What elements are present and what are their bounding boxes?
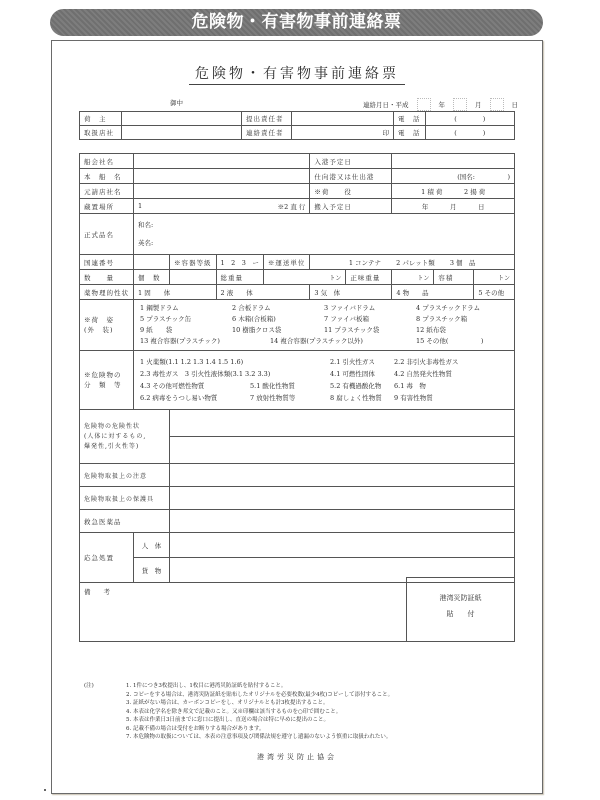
month-field[interactable] (453, 98, 467, 111)
form-sheet (51, 40, 543, 794)
count-label: 個 数 (134, 270, 170, 285)
packaging-option[interactable]: 3 ファイバドラム (324, 304, 376, 312)
packaging-option[interactable]: 5 プラスチック缶 (140, 315, 192, 323)
seal-mark: 印 (382, 129, 389, 137)
shipper-table (79, 111, 515, 140)
class-option[interactable]: 4.2 自然発火性物質 (394, 370, 452, 378)
state-article[interactable]: 4 物 品 (392, 285, 474, 300)
contact-label: 連絡責任者 (242, 126, 292, 140)
class-row (140, 380, 508, 392)
phone1-field[interactable]: ( ) (425, 112, 515, 126)
packaging-option[interactable]: 8 プラスチック箱 (416, 315, 468, 323)
year-field[interactable] (417, 98, 431, 111)
main-table (79, 153, 515, 642)
class-option[interactable]: 6.1 毒 物 (394, 382, 426, 390)
official-name-field[interactable] (134, 214, 515, 255)
gross-label: 総重量 (216, 270, 263, 285)
class-option[interactable]: 2.2 非引火非毒性ガス (394, 358, 459, 366)
hazard-nature-field-2[interactable] (170, 437, 515, 464)
jp-name-label: 和名: (138, 221, 154, 229)
storage-label: 蔵置場所 (80, 199, 134, 214)
ship-company-label: 船会社名 (80, 154, 134, 169)
hazard-nature-label: 危険物の危険性状 (人体に対するもの, 爆発性,引火性等) (80, 410, 170, 464)
class-option[interactable]: 1 火薬類(1.1 1.2 1.3 1.4 1.5 1.6) (140, 358, 244, 366)
delivery-field[interactable] (392, 199, 515, 214)
handling-caution-field[interactable] (170, 464, 515, 487)
packaging-option[interactable]: 2 合板ドラム (232, 304, 271, 312)
addressee-suffix: 御中 (170, 99, 183, 107)
first-aid-field[interactable] (170, 510, 515, 533)
submitter-field[interactable] (292, 112, 394, 126)
volume-field[interactable]: トン (474, 270, 515, 285)
packaging-option[interactable]: 13 複合容器(プラスチック) (140, 337, 220, 345)
state-solid[interactable]: 1 固 体 (134, 285, 217, 300)
packaging-row (140, 325, 508, 336)
note-item: 5. 本表は作業日3日前までに窓口に提出し、直送の場合は特に早めに提出のこと。 (126, 717, 329, 723)
class-option[interactable]: 4.3 その他可燃性物質 (140, 382, 205, 390)
class-row (140, 368, 508, 380)
class-option[interactable]: 5.1 酸化性物質 (250, 382, 295, 390)
transport-unit-label: ※運送単位 (263, 255, 310, 270)
state-liquid[interactable]: 2 液 体 (216, 285, 310, 300)
class-option[interactable]: 9 有害性物質 (394, 394, 433, 402)
class-option[interactable]: 2.3 毒性ガス 3 引火性液体類(3.1 3.2 3.3) (140, 370, 271, 378)
packing-grade-options[interactable]: 1 2 3 ー (216, 255, 263, 270)
arrival-label: 入港予定日 (310, 154, 392, 169)
option-direct[interactable]: ※2 直 行 (277, 202, 306, 211)
packaging-option[interactable]: 7 ファイバ板箱 (324, 315, 369, 323)
packing-grade-label: ※容器等級 (170, 255, 217, 270)
shipper-field[interactable] (122, 112, 242, 126)
contact-field[interactable] (292, 126, 394, 140)
hazard-class-options[interactable] (134, 351, 515, 410)
emergency-label: 応急処置 (80, 533, 134, 583)
packaging-options[interactable] (134, 300, 515, 351)
class-row (140, 356, 508, 368)
arrival-field[interactable] (392, 154, 515, 169)
storage-options[interactable] (134, 199, 310, 214)
volume-label: 容積 (434, 270, 474, 285)
class-option[interactable]: 5.2 有機過酸化物 (330, 382, 382, 390)
cert-stamp-affix: 貼 付 (446, 610, 475, 618)
class-option[interactable]: 7 放射性物質等 (250, 394, 296, 402)
handling-caution-label: 危険物取扱上の注意 (80, 464, 170, 487)
packaging-option[interactable]: 4 プラスチックドラム (416, 304, 481, 312)
dealer-label: 取扱店社 (80, 126, 122, 140)
phone1-label: 電 話 (394, 112, 426, 126)
transport-unit-options[interactable] (310, 255, 515, 270)
shipper-label: 荷 主 (80, 112, 122, 126)
year-label: 年 (421, 202, 429, 211)
human-label: 人 体 (134, 533, 170, 558)
month-label: 月 (449, 202, 457, 211)
cargo-work-label: ※荷 役 (310, 184, 392, 199)
note-item: 6. 記載不備の場合は受付をお断りする場合があります。 (126, 725, 265, 732)
packaging-option[interactable]: 6 木箱(合板箱) (232, 315, 276, 323)
handling-protection-label: 危険物取扱上の保護具 (80, 487, 170, 510)
hazard-class-label: ※危険物の 分 類 等 (80, 351, 134, 410)
ship-company-field[interactable] (134, 154, 310, 169)
quantity-label: 数 量 (80, 270, 134, 285)
un-number-field[interactable] (134, 255, 170, 270)
un-number-label: 国連番号 (80, 255, 134, 270)
notes-list (84, 682, 393, 742)
port-label: 仕向港又は仕出港 (310, 169, 392, 184)
cargo-label: 貨 物 (134, 558, 170, 583)
day-field[interactable] (490, 98, 504, 111)
notes-section (84, 682, 393, 742)
phone2-field[interactable]: ( ) (425, 126, 515, 140)
packaging-option[interactable]: 14 複合容器(プラスチック以外) (270, 337, 363, 345)
class-option[interactable]: 8 腐しょく性物質 (330, 394, 382, 402)
packaging-label: ※荷 姿 (外 装) (80, 300, 134, 351)
notes-head: (注) (84, 683, 94, 689)
en-name-label: 英名: (138, 239, 154, 247)
first-aid-label: 救急医薬品 (80, 510, 170, 533)
official-name-label: 正式品名 (80, 214, 134, 255)
class-row (140, 392, 508, 404)
packaging-option[interactable]: 1 鋼製ドラム (140, 304, 179, 312)
day-label: 日 (478, 202, 485, 211)
packaging-row (140, 314, 508, 325)
net-label: 正味重量 (346, 270, 392, 285)
cargo-work-options[interactable] (392, 184, 515, 199)
option-piece[interactable]: 3 個 品 (449, 258, 476, 267)
remarks-label: 備 考 (84, 588, 110, 596)
contact-date: 連絡月日・平成 年 月 日 (363, 98, 518, 111)
option-storage-1[interactable]: 1 (138, 201, 143, 210)
scan-speck (44, 789, 46, 791)
form-title: 危険物・有害物事前連絡票 (52, 63, 542, 83)
option-container[interactable]: 1 コンテナ (348, 258, 382, 267)
packaging-option[interactable]: 11 プラスチック袋 (324, 326, 380, 334)
class-option[interactable]: 2.1 引火性ガス (330, 358, 375, 366)
submitter-label: 提出責任者 (242, 112, 292, 126)
contractor-label: 元請店社名 (80, 184, 134, 199)
packaging-row (140, 303, 508, 314)
gross-field[interactable]: トン (263, 270, 346, 285)
dealer-field[interactable] (122, 126, 242, 140)
note-item: 7. 本危険物の取扱については、本表の注意事項及び関係法規を遵守し遺漏のないよう慎重に取扱われたい。 (126, 734, 392, 740)
packaging-option[interactable]: 15 その他( ) (416, 337, 484, 345)
note-item: 4. 本表は化学名を除き邦文で記載のこと。又※印欄は該当するものを○印で囲むこと。 (126, 708, 342, 715)
vessel-label: 本 船 名 (80, 169, 134, 184)
packaging-option[interactable]: 12 紙布袋 (416, 326, 446, 334)
packaging-row (140, 336, 508, 347)
page-banner-title: 危険物・有害物事前連絡票 (50, 9, 543, 36)
cert-stamp-box (406, 577, 514, 641)
handling-protection-field[interactable] (170, 487, 515, 510)
emergency-human-field[interactable] (170, 533, 515, 558)
contractor-field[interactable] (134, 184, 310, 199)
remarks-field[interactable] (80, 583, 515, 642)
state-gas[interactable]: 3 気 体 (310, 285, 392, 300)
phone2-label: 電 話 (394, 126, 426, 140)
issuing-organization: 港湾労災防止協会 (257, 753, 337, 761)
option-unloading[interactable]: 2 揚 荷 (464, 187, 486, 196)
state-other[interactable]: 5 その他 (474, 285, 515, 300)
note-item: 1. 1件につき3枚提出し、1枚目に港湾災防証紙を貼付すること。 (126, 683, 287, 689)
delivery-label: 搬入予定日 (310, 199, 392, 214)
class-option[interactable]: 4.1 可燃性固体 (330, 370, 375, 378)
physical-state-label: 薬物理的性状 (80, 285, 134, 300)
vessel-field[interactable] (134, 169, 310, 184)
port-field[interactable]: (国名: ) (392, 169, 515, 184)
packaging-option[interactable]: 9 紙 袋 (140, 326, 173, 334)
hazard-nature-field-1[interactable] (170, 410, 515, 437)
count-field[interactable] (170, 270, 217, 285)
option-loading[interactable]: 1 積 荷 (421, 187, 443, 196)
class-option[interactable]: 6.2 病毒をうつし易い物質 (140, 394, 218, 402)
note-item: 2. コピーをする場合は、港湾災防証紙を貼布したオリジナルを必要枚数(最少4枚)コピーして添付すること。 (126, 691, 394, 698)
cert-stamp-title: 港湾災防証紙 (439, 594, 482, 602)
option-pallet[interactable]: 2 パレット類 (396, 258, 435, 267)
net-field[interactable]: トン (392, 270, 434, 285)
note-item: 3. 証紙がない場合は、カーボンコピーをし、オリジナルとも計3枚提出すること。 (126, 700, 329, 706)
packaging-option[interactable]: 10 樹脂クロス袋 (232, 326, 282, 334)
